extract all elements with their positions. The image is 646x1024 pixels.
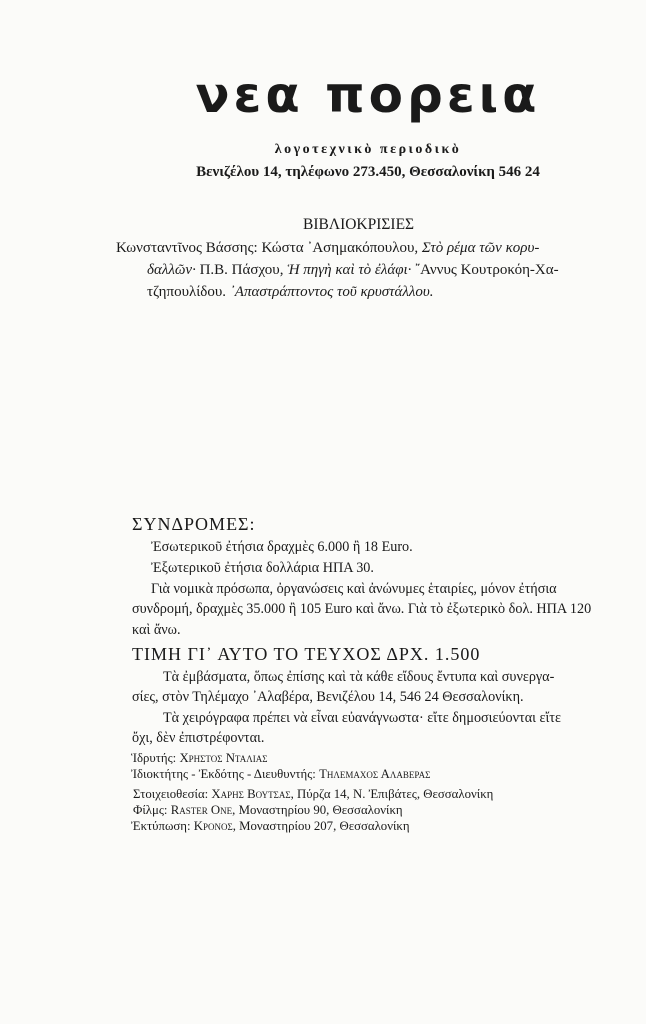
price-line: σίες, στὸν Τηλέμαχο ᾿Αλαβέρα, Βενιζέλου 14, 546 24 Θεσσαλονίκη. [132,689,524,705]
subscription-line: Ἐσωτερικοῦ ἐτήσια δραχμὲς 6.000 ἢ 18 Euro. [151,539,413,555]
magazine-logo: νεα πορεια [195,66,541,124]
subscriptions-heading: ΣΥΝΔΡΟΜΕΣ: [132,514,256,534]
credit-publisher: Ἰδιοκτήτης - Ἐκδότης - Διευθυντής: Τηλεμαχος Αλαβερας [131,767,431,781]
reviews-line: δαλλῶν· Π.Β. Πάσχου, Ἡ πηγὴ καὶ τὸ ἐλάφι· ῎Αννυς Κουτροκόη-Χα- [147,262,559,278]
credit-printing: Ἐκτύπωση: Κρονος, Μοναστηρίου 207, Θεσσαλονίκη [131,819,410,833]
credit-founder: Ἱδρυτής: Χρηστος Νταλιας [131,751,268,765]
reviews-line: Κωνσταντῖνος Βάσσης: Κώστα ᾿Ασημακόπουλου, Στὸ ρέμα τῶν κορυ- [116,240,540,256]
subscription-line: Ἐξωτερικοῦ ἐτήσια δολλάρια ΗΠΑ 30. [151,560,374,576]
credit-typesetting: Στοιχειοθεσία: Χαρης Βουτσας, Πύρζα 14, Ν. Ἐπιβάτες, Θεσσαλονίκη [133,787,494,801]
reviews-heading: ΒΙΒΛΙΟΚΡΙΣΙΕΣ [303,216,415,233]
credit-films: Φίλμς: Raster One, Μοναστηρίου 90, Θεσσαλονίκη [133,803,403,817]
price-line: Τὰ ἐμβάσματα, ὅπως ἐπίσης καὶ τὰ κάθε εἴδους ἔντυπα καὶ συνεργα- [163,669,555,685]
magazine-address: Βενιζέλου 14, τηλέφωνο 273.450, Θεσσαλονίκη 546 24 [196,164,540,180]
subscription-line: καὶ ἄνω. [132,622,181,638]
price-heading: ΤΙΜΗ ΓΙ᾿ ΑΥΤΟ ΤΟ ΤΕΥΧΟΣ ΔΡΧ. 1.500 [132,644,481,664]
subscription-line: Γιὰ νομικὰ πρόσωπα, ὀργανώσεις καὶ ἀνώνυμες ἑταιρίες, μόνον ἐτήσια [151,581,557,597]
price-line: ὄχι, δὲν ἐπιστρέφονται. [132,730,265,746]
reviews-line: τζηπουλίδου. ᾿Απαστράπτοντος τοῦ κρυστάλλου. [147,284,434,300]
subscription-line: συνδρομή, δραχμὲς 35.000 ἢ 105 Euro καὶ ἄνω. Γιὰ τὸ ἐξωτερικὸ δολ. ΗΠΑ 120 [132,601,592,617]
magazine-subtitle: λογοτεχνικὸ περιοδικὸ [274,142,462,157]
price-line: Τὰ χειρόγραφα πρέπει νὰ εἶναι εὐανάγνωστα· εἴτε δημοσιεύονται εἴτε [163,710,561,726]
